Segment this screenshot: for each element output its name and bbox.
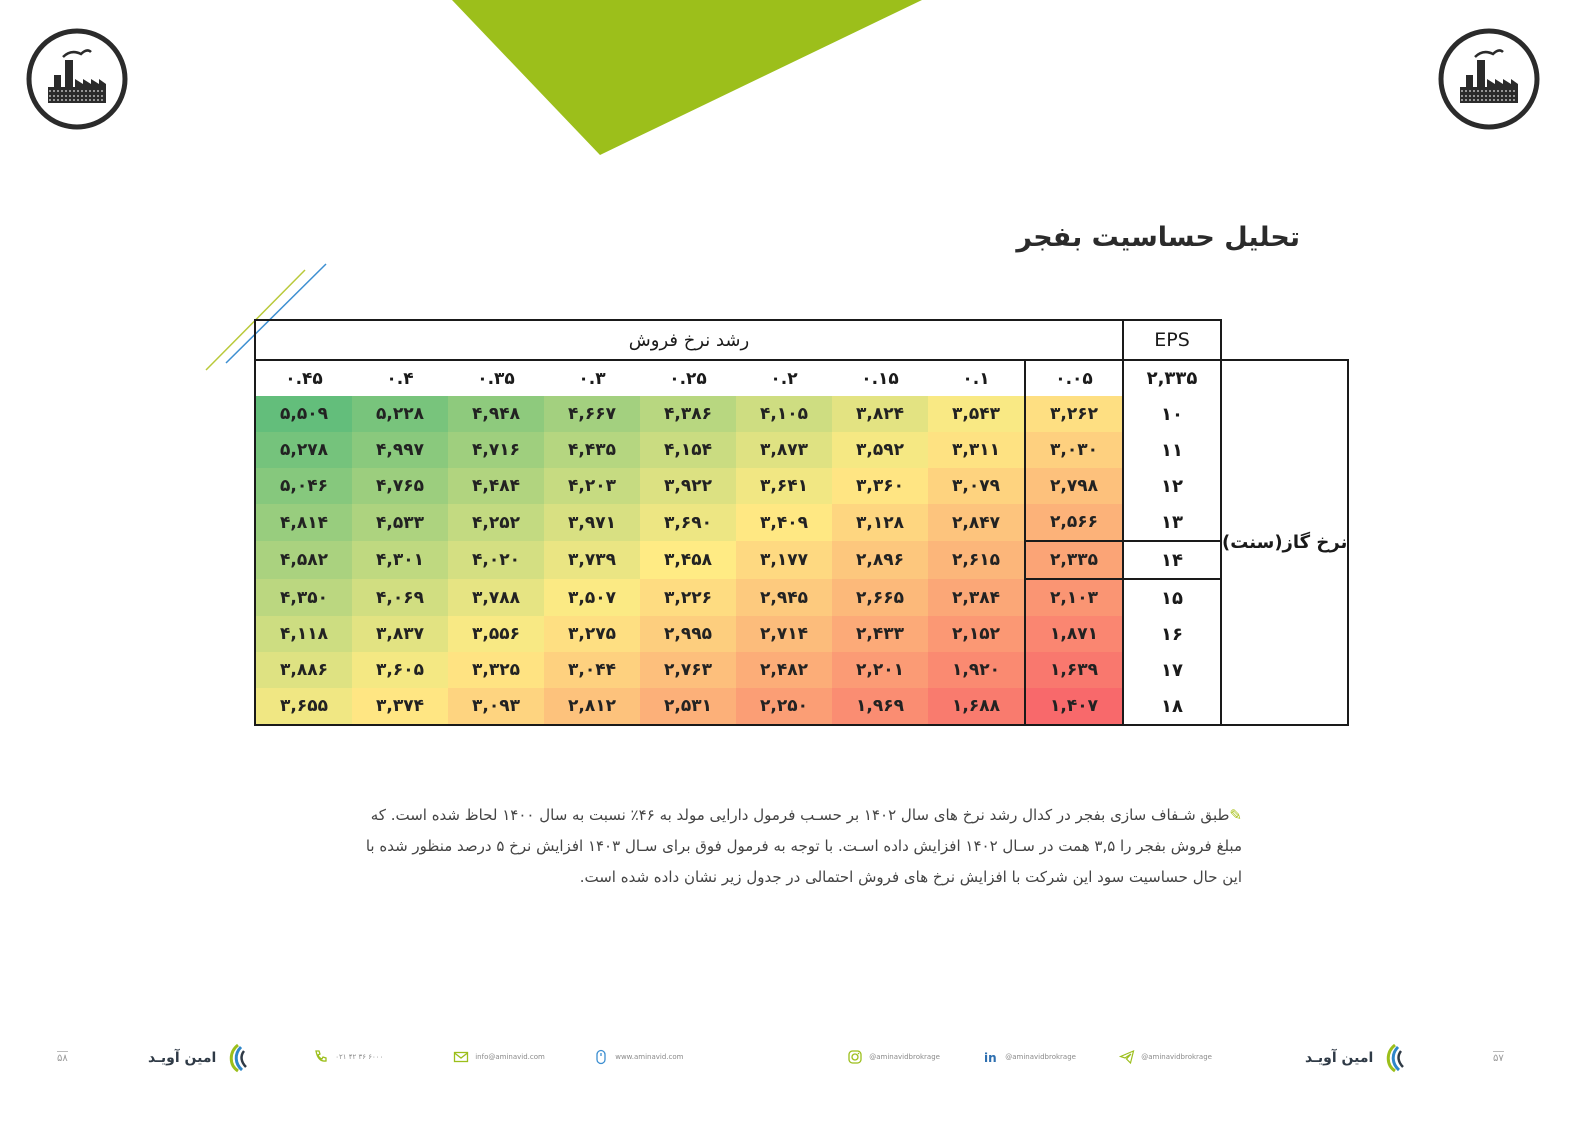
table-cell: ۴,۱۰۵ bbox=[736, 396, 832, 432]
page-title: تحلیل حساسیت بفجر bbox=[1016, 222, 1300, 253]
table-cell: ۴,۷۶۵ bbox=[352, 468, 448, 504]
table-cell: ۳,۶۰۵ bbox=[352, 652, 448, 688]
table-cell: ۳,۹۲۲ bbox=[640, 468, 736, 504]
instagram-icon bbox=[847, 1049, 863, 1065]
telegram-icon bbox=[1119, 1049, 1135, 1065]
row-header: ۱۷ bbox=[1123, 652, 1221, 688]
brand-logo-icon bbox=[1382, 1043, 1408, 1073]
table-cell: ۳,۸۲۴ bbox=[832, 396, 928, 432]
row-header: ۱۲ bbox=[1123, 468, 1221, 504]
table-cell: ۲,۱۵۲ bbox=[928, 616, 1025, 652]
column-header: ۰.۲۵ bbox=[640, 360, 736, 396]
table-cell: ۴,۷۱۶ bbox=[448, 432, 544, 468]
page-number-right: ۵۷ bbox=[1493, 1053, 1504, 1064]
row-header: ۱۴ bbox=[1123, 541, 1221, 579]
table-cell: ۳,۷۸۸ bbox=[448, 579, 544, 616]
table-cell: ۳,۳۷۴ bbox=[352, 688, 448, 725]
table-cell: ۲,۸۹۶ bbox=[832, 541, 928, 579]
table-cell: ۴,۰۲۰ bbox=[448, 541, 544, 579]
table-cell: ۳,۸۳۷ bbox=[352, 616, 448, 652]
table-cell: ۲,۷۶۳ bbox=[640, 652, 736, 688]
table-cell: ۲,۶۶۵ bbox=[832, 579, 928, 616]
table-cell: ۲,۳۳۵ bbox=[1025, 541, 1123, 579]
check-mark-icon: ✎ bbox=[1229, 806, 1242, 824]
footer-linkedin[interactable]: in @aminavidbrokrage bbox=[984, 1051, 1076, 1065]
table-cell: ۳,۶۵۵ bbox=[255, 688, 352, 725]
table-cell: ۳,۹۷۱ bbox=[544, 504, 640, 541]
table-cell: ۳,۱۲۸ bbox=[832, 504, 928, 541]
table-cell: ۳,۰۴۴ bbox=[544, 652, 640, 688]
table-cell: ۴,۲۵۲ bbox=[448, 504, 544, 541]
base-value: ۲,۳۳۵ bbox=[1123, 360, 1221, 396]
decorative-green-triangle bbox=[0, 0, 1587, 160]
table-cell: ۲,۸۱۲ bbox=[544, 688, 640, 725]
row-header: ۱۳ bbox=[1123, 504, 1221, 541]
table-cell: ۴,۶۶۷ bbox=[544, 396, 640, 432]
linkedin-icon bbox=[983, 1049, 999, 1065]
table-cell: ۲,۹۴۵ bbox=[736, 579, 832, 616]
table-cell: ۴,۳۸۶ bbox=[640, 396, 736, 432]
column-header: ۰.۳ bbox=[544, 360, 640, 396]
table-cell: ۴,۴۳۵ bbox=[544, 432, 640, 468]
table-cell: ۳,۰۷۹ bbox=[928, 468, 1025, 504]
column-header: ۰.۱۵ bbox=[832, 360, 928, 396]
table-cell: ۲,۹۹۵ bbox=[640, 616, 736, 652]
footer bbox=[0, 1035, 1587, 1085]
table-cell: ۳,۳۲۵ bbox=[448, 652, 544, 688]
email-icon bbox=[453, 1049, 469, 1065]
paragraph-line: مبلغ فروش بفجر را ۳,۵ همت در سـال ۱۴۰۲ افزایش داده اسـت. با توجه به فرمول فوق برای سـال ۱۴۰۳ افزایش نرخ ۵ درصد منظور شده با bbox=[365, 837, 1242, 855]
svg-text:in: in bbox=[984, 1051, 997, 1065]
table-row bbox=[255, 541, 1348, 579]
row-header: ۱۸ bbox=[1123, 688, 1221, 725]
factory-logo-icon bbox=[1437, 27, 1541, 131]
table-cell: ۳,۸۸۶ bbox=[255, 652, 352, 688]
footer-website[interactable]: www.aminavid.com bbox=[593, 1049, 683, 1065]
table-row bbox=[255, 652, 1348, 688]
column-header-row bbox=[255, 360, 1348, 396]
table-cell: ۳,۲۶۲ bbox=[1025, 396, 1123, 432]
table-cell: ۴,۳۰۱ bbox=[352, 541, 448, 579]
table-cell: ۴,۵۸۲ bbox=[255, 541, 352, 579]
eps-label: EPS bbox=[1123, 320, 1221, 360]
footer-email[interactable]: info@aminavid.com bbox=[453, 1049, 545, 1065]
table-cell: ۳,۲۷۵ bbox=[544, 616, 640, 652]
table-row bbox=[255, 504, 1348, 541]
table-cell: ۲,۲۰۱ bbox=[832, 652, 928, 688]
page-number-left: ۵۸ bbox=[57, 1053, 68, 1064]
row-axis-label: نرخ گاز(سنت) bbox=[1221, 360, 1348, 725]
table-cell: ۵,۵۰۹ bbox=[255, 396, 352, 432]
table-cell: ۴,۱۵۴ bbox=[640, 432, 736, 468]
table-row bbox=[255, 616, 1348, 652]
table-cell: ۴,۹۴۸ bbox=[448, 396, 544, 432]
table-cell: ۳,۴۵۸ bbox=[640, 541, 736, 579]
table-cell: ۵,۰۴۶ bbox=[255, 468, 352, 504]
table-cell: ۲,۴۸۲ bbox=[736, 652, 832, 688]
table-cell: ۲,۲۵۰ bbox=[736, 688, 832, 725]
table-cell: ۲,۷۱۴ bbox=[736, 616, 832, 652]
brand-right bbox=[1305, 1043, 1408, 1073]
table-cell: ۲,۵۶۶ bbox=[1025, 504, 1123, 541]
table-cell: ۱,۹۶۹ bbox=[832, 688, 928, 725]
row-header: ۱۰ bbox=[1123, 396, 1221, 432]
sensitivity-table bbox=[254, 319, 1349, 726]
group-header: رشد نرخ فروش bbox=[255, 320, 1123, 360]
table-cell: ۴,۱۱۸ bbox=[255, 616, 352, 652]
table-cell: ۳,۳۶۰ bbox=[832, 468, 928, 504]
table-cell: ۳,۶۴۱ bbox=[736, 468, 832, 504]
table-cell: ۳,۵۴۳ bbox=[928, 396, 1025, 432]
description-paragraph bbox=[330, 800, 1242, 893]
footer-instagram[interactable]: @aminavidbrokrage bbox=[847, 1049, 940, 1065]
column-header: ۰.۴۵ bbox=[255, 360, 352, 396]
table-row bbox=[255, 432, 1348, 468]
table-cell: ۵,۲۲۸ bbox=[352, 396, 448, 432]
table-cell: ۳,۳۱۱ bbox=[928, 432, 1025, 468]
row-header: ۱۶ bbox=[1123, 616, 1221, 652]
table-row bbox=[255, 579, 1348, 616]
table-cell: ۳,۱۷۷ bbox=[736, 541, 832, 579]
table-cell: ۳,۰۹۳ bbox=[448, 688, 544, 725]
table-cell: ۱,۸۷۱ bbox=[1025, 616, 1123, 652]
table-cell: ۴,۵۳۳ bbox=[352, 504, 448, 541]
brand-name: امین آویـد bbox=[148, 1050, 217, 1066]
table-cell: ۳,۵۵۶ bbox=[448, 616, 544, 652]
table-cell: ۲,۸۴۷ bbox=[928, 504, 1025, 541]
table-cell: ۴,۸۱۴ bbox=[255, 504, 352, 541]
table-row bbox=[255, 396, 1348, 432]
table-cell: ۱,۹۲۰ bbox=[928, 652, 1025, 688]
table-cell: ۲,۷۹۸ bbox=[1025, 468, 1123, 504]
column-header: ۰.۳۵ bbox=[448, 360, 544, 396]
table-cell: ۴,۴۸۴ bbox=[448, 468, 544, 504]
table-cell: ۳,۶۹۰ bbox=[640, 504, 736, 541]
brand-name: امین آویـد bbox=[1305, 1050, 1374, 1066]
table-cell: ۴,۹۹۷ bbox=[352, 432, 448, 468]
mouse-icon bbox=[593, 1049, 609, 1065]
column-header: ۰.۲ bbox=[736, 360, 832, 396]
table-cell: ۲,۵۳۱ bbox=[640, 688, 736, 725]
table-cell: ۴,۰۶۹ bbox=[352, 579, 448, 616]
column-header: ۰.۰۵ bbox=[1025, 360, 1123, 396]
brand-logo-icon bbox=[225, 1043, 251, 1073]
row-header: ۱۵ bbox=[1123, 579, 1221, 616]
paragraph-line: این حال حساسیت سود این شرکت با افزایش نرخ های فروش احتمالی در جدول زیر نشان داده شده است. bbox=[579, 868, 1242, 886]
table-top-row bbox=[255, 320, 1348, 360]
table-cell: ۱,۶۸۸ bbox=[928, 688, 1025, 725]
table-row bbox=[255, 688, 1348, 725]
table-cell: ۲,۳۸۴ bbox=[928, 579, 1025, 616]
column-header: ۰.۴ bbox=[352, 360, 448, 396]
table-cell: ۳,۷۳۹ bbox=[544, 541, 640, 579]
table-cell: ۲,۴۳۳ bbox=[832, 616, 928, 652]
table-cell: ۲,۱۰۳ bbox=[1025, 579, 1123, 616]
table-cell: ۳,۲۲۶ bbox=[640, 579, 736, 616]
brand-left bbox=[148, 1043, 251, 1073]
table-cell: ۳,۵۰۷ bbox=[544, 579, 640, 616]
footer-phone[interactable]: ۰۲۱ ۴۲ ۳۶ ۶۰۰۰ bbox=[313, 1049, 383, 1065]
factory-logo-icon bbox=[25, 27, 129, 131]
table-cell: ۵,۲۷۸ bbox=[255, 432, 352, 468]
table-cell: ۱,۶۳۹ bbox=[1025, 652, 1123, 688]
table-cell: ۳,۸۷۳ bbox=[736, 432, 832, 468]
table-cell: ۱,۴۰۷ bbox=[1025, 688, 1123, 725]
table-cell: ۴,۲۰۳ bbox=[544, 468, 640, 504]
table-cell: ۳,۴۰۹ bbox=[736, 504, 832, 541]
table-cell: ۴,۳۵۰ bbox=[255, 579, 352, 616]
column-header: ۰.۱ bbox=[928, 360, 1025, 396]
table-row bbox=[255, 468, 1348, 504]
row-header: ۱۱ bbox=[1123, 432, 1221, 468]
phone-icon bbox=[313, 1049, 329, 1065]
blank-cell bbox=[1221, 320, 1348, 360]
table-cell: ۲,۶۱۵ bbox=[928, 541, 1025, 579]
paragraph-line: ✎طبق شـفاف سازی بفجر در کدال رشد نرخ های سال ۱۴۰۲ بر حسـب فرمول دارایی مولد به ۴۶٪ نسبت به سال ۱۴۰۰ لحاظ شده است. که bbox=[370, 806, 1242, 824]
footer-telegram[interactable]: @aminavidbrokrage bbox=[1119, 1049, 1212, 1065]
table-cell: ۳,۰۳۰ bbox=[1025, 432, 1123, 468]
table-cell: ۳,۵۹۲ bbox=[832, 432, 928, 468]
